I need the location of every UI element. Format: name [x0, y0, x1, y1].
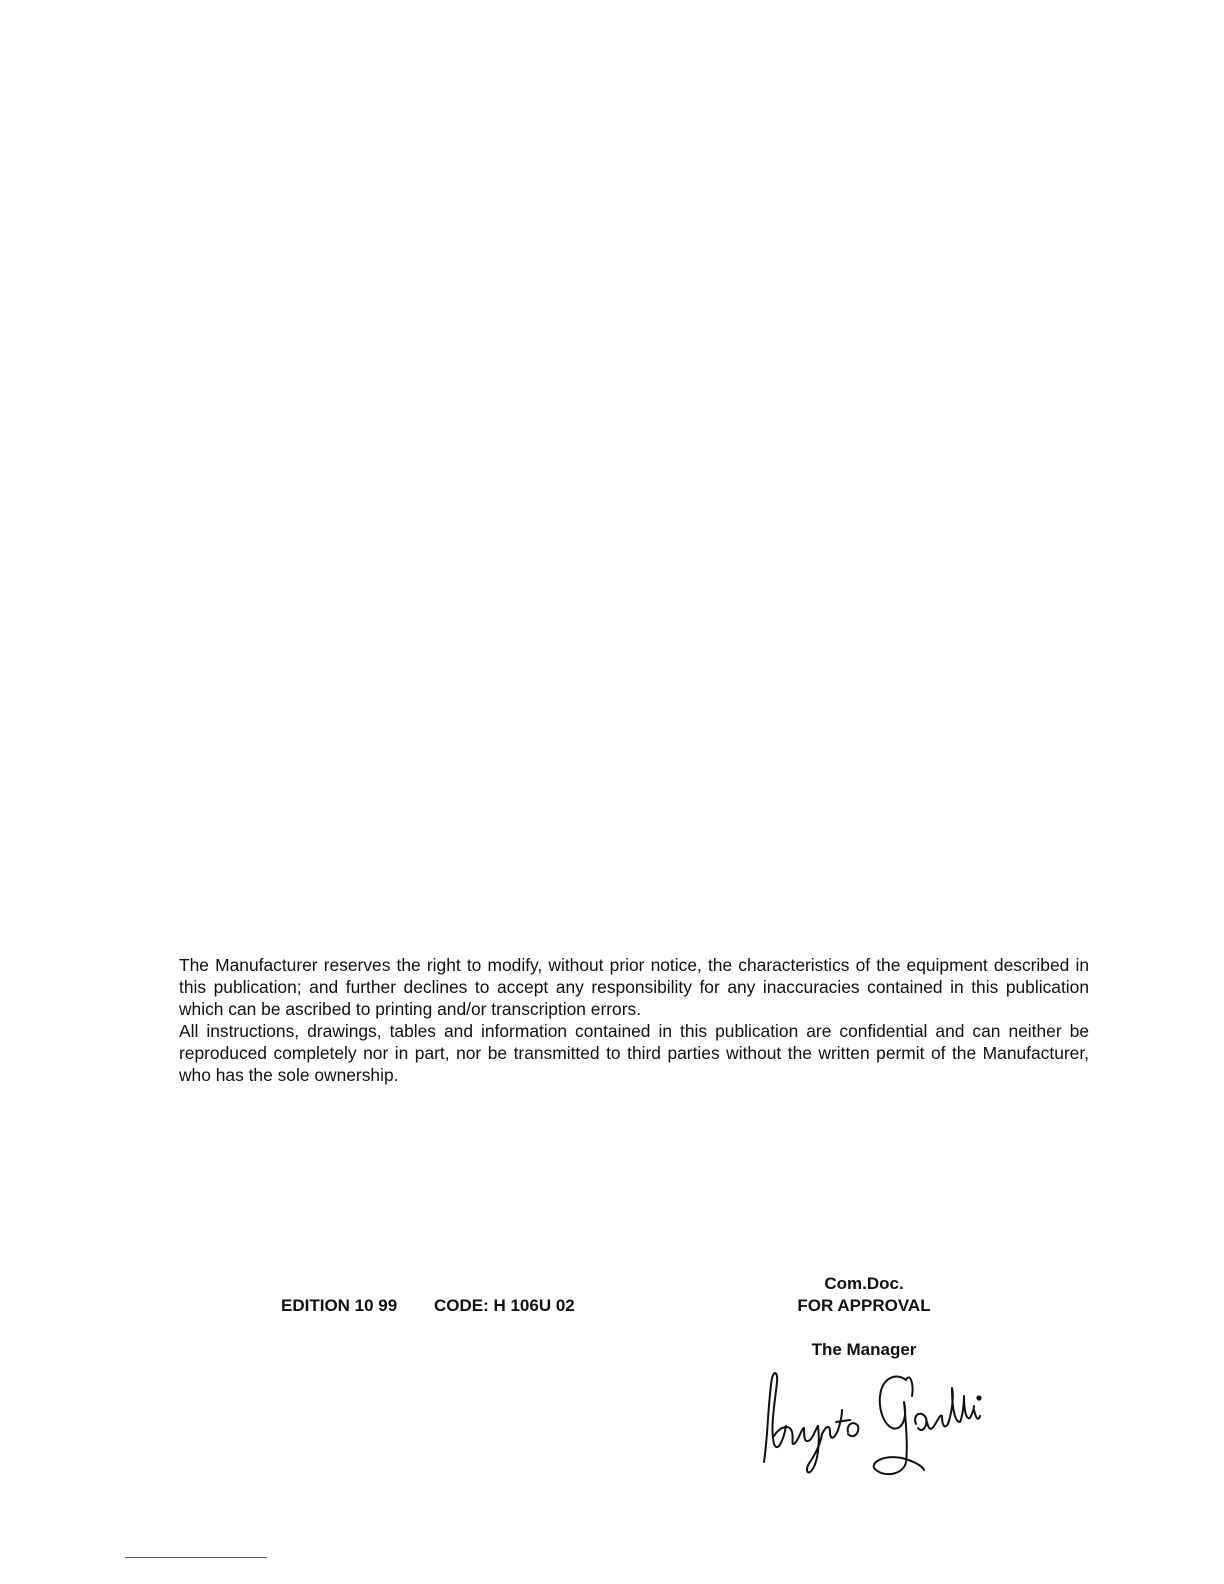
document-code: CODE: H 106U 02 [433, 1296, 575, 1315]
disclaimer-text-block [179, 954, 1089, 1086]
signatory-title: The Manager [811, 1340, 917, 1359]
disclaimer-paragraph-confidentiality: All instructions, drawings, tables and information contained in this publication are confidential and can neither be reproduced completely nor in part, nor be transmitted to third parties without the written permit of the Manufacturer, who has the sole ownership. [179, 1021, 1089, 1085]
department-label: Com.Doc. [824, 1274, 904, 1293]
edition-code-line [281, 1296, 575, 1316]
approval-status: FOR APPROVAL [797, 1296, 931, 1315]
manager-signature [756, 1366, 986, 1481]
disclaimer-paragraph-modification: The Manufacturer reserves the right to modify, without prior notice, the characteristics of the equipment described in this publication; and further declines to accept any responsibility for any inaccuracies contained in this publication which can be ascribed to printing and/or transcription errors. [179, 955, 1089, 1019]
edition-label: EDITION 10 99 [281, 1296, 398, 1315]
footer-rule-line [125, 1557, 267, 1558]
approval-block [754, 1273, 974, 1361]
